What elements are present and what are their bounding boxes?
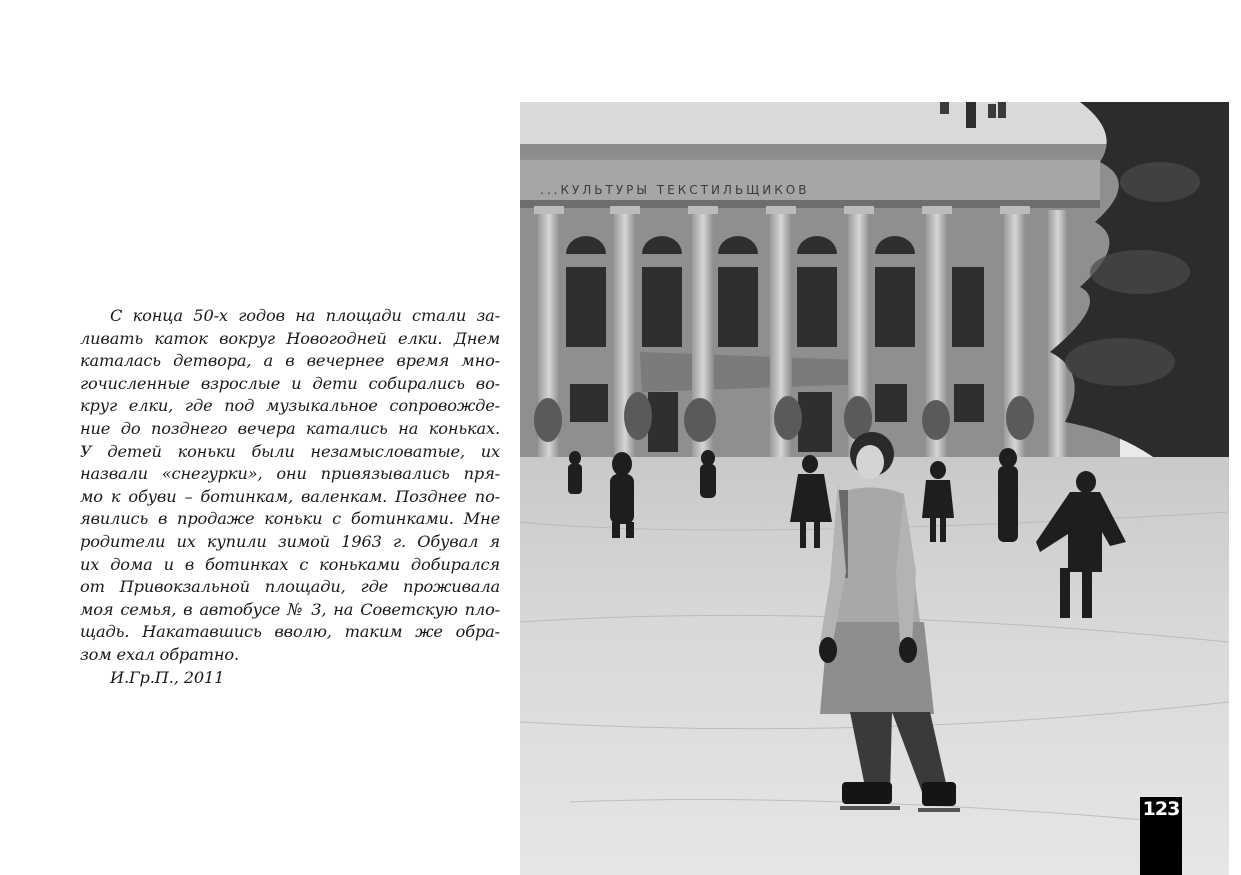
- text-line: щадь. Накатавшись вволю, таким же обра-: [80, 622, 500, 642]
- text-line: ние до позднего вечера катались на коньках.: [80, 418, 500, 438]
- skating-rink-photo: [520, 102, 1229, 875]
- article-text: [80, 305, 500, 689]
- page-number: 123: [1140, 797, 1182, 875]
- text-line: родители их купили зимой 1963 г. Обувал я: [80, 531, 500, 551]
- text-line: ливать каток вокруг Новогодней елки. Днем: [80, 328, 500, 348]
- text-line: гочисленные взрослые и дети собирались во-: [80, 373, 500, 393]
- text-line: от Привокзальной площади, где проживала: [80, 577, 500, 597]
- text-line: зом ехал обратно.: [80, 644, 239, 664]
- text-line: У детей коньки были незамысловатые, их: [80, 441, 500, 461]
- signature: И.Гр.П., 2011: [110, 667, 225, 687]
- text-line: явились в продаже коньки с ботинками. Мне: [80, 509, 500, 529]
- text-line: круг елки, где под музыкальное сопровожде-: [80, 396, 500, 416]
- text-line: моя семья, в автобусе № 3, на Советскую пло-: [80, 599, 500, 619]
- text-line: С конца 50-х годов на площади стали за-: [110, 306, 500, 325]
- text-line: их дома и в ботинках с коньками добирался: [80, 554, 500, 574]
- text-line: мо к обуви – ботинкам, валенкам. Позднее по-: [80, 486, 500, 506]
- text-line: назвали «снегурки», они привязывались пря-: [80, 464, 500, 484]
- building-inscription: ...КУЛЬТУРЫ ТЕКСТИЛЬЩИКОВ: [540, 183, 810, 197]
- text-line: каталась детвора, а в вечернее время мно-: [80, 351, 500, 371]
